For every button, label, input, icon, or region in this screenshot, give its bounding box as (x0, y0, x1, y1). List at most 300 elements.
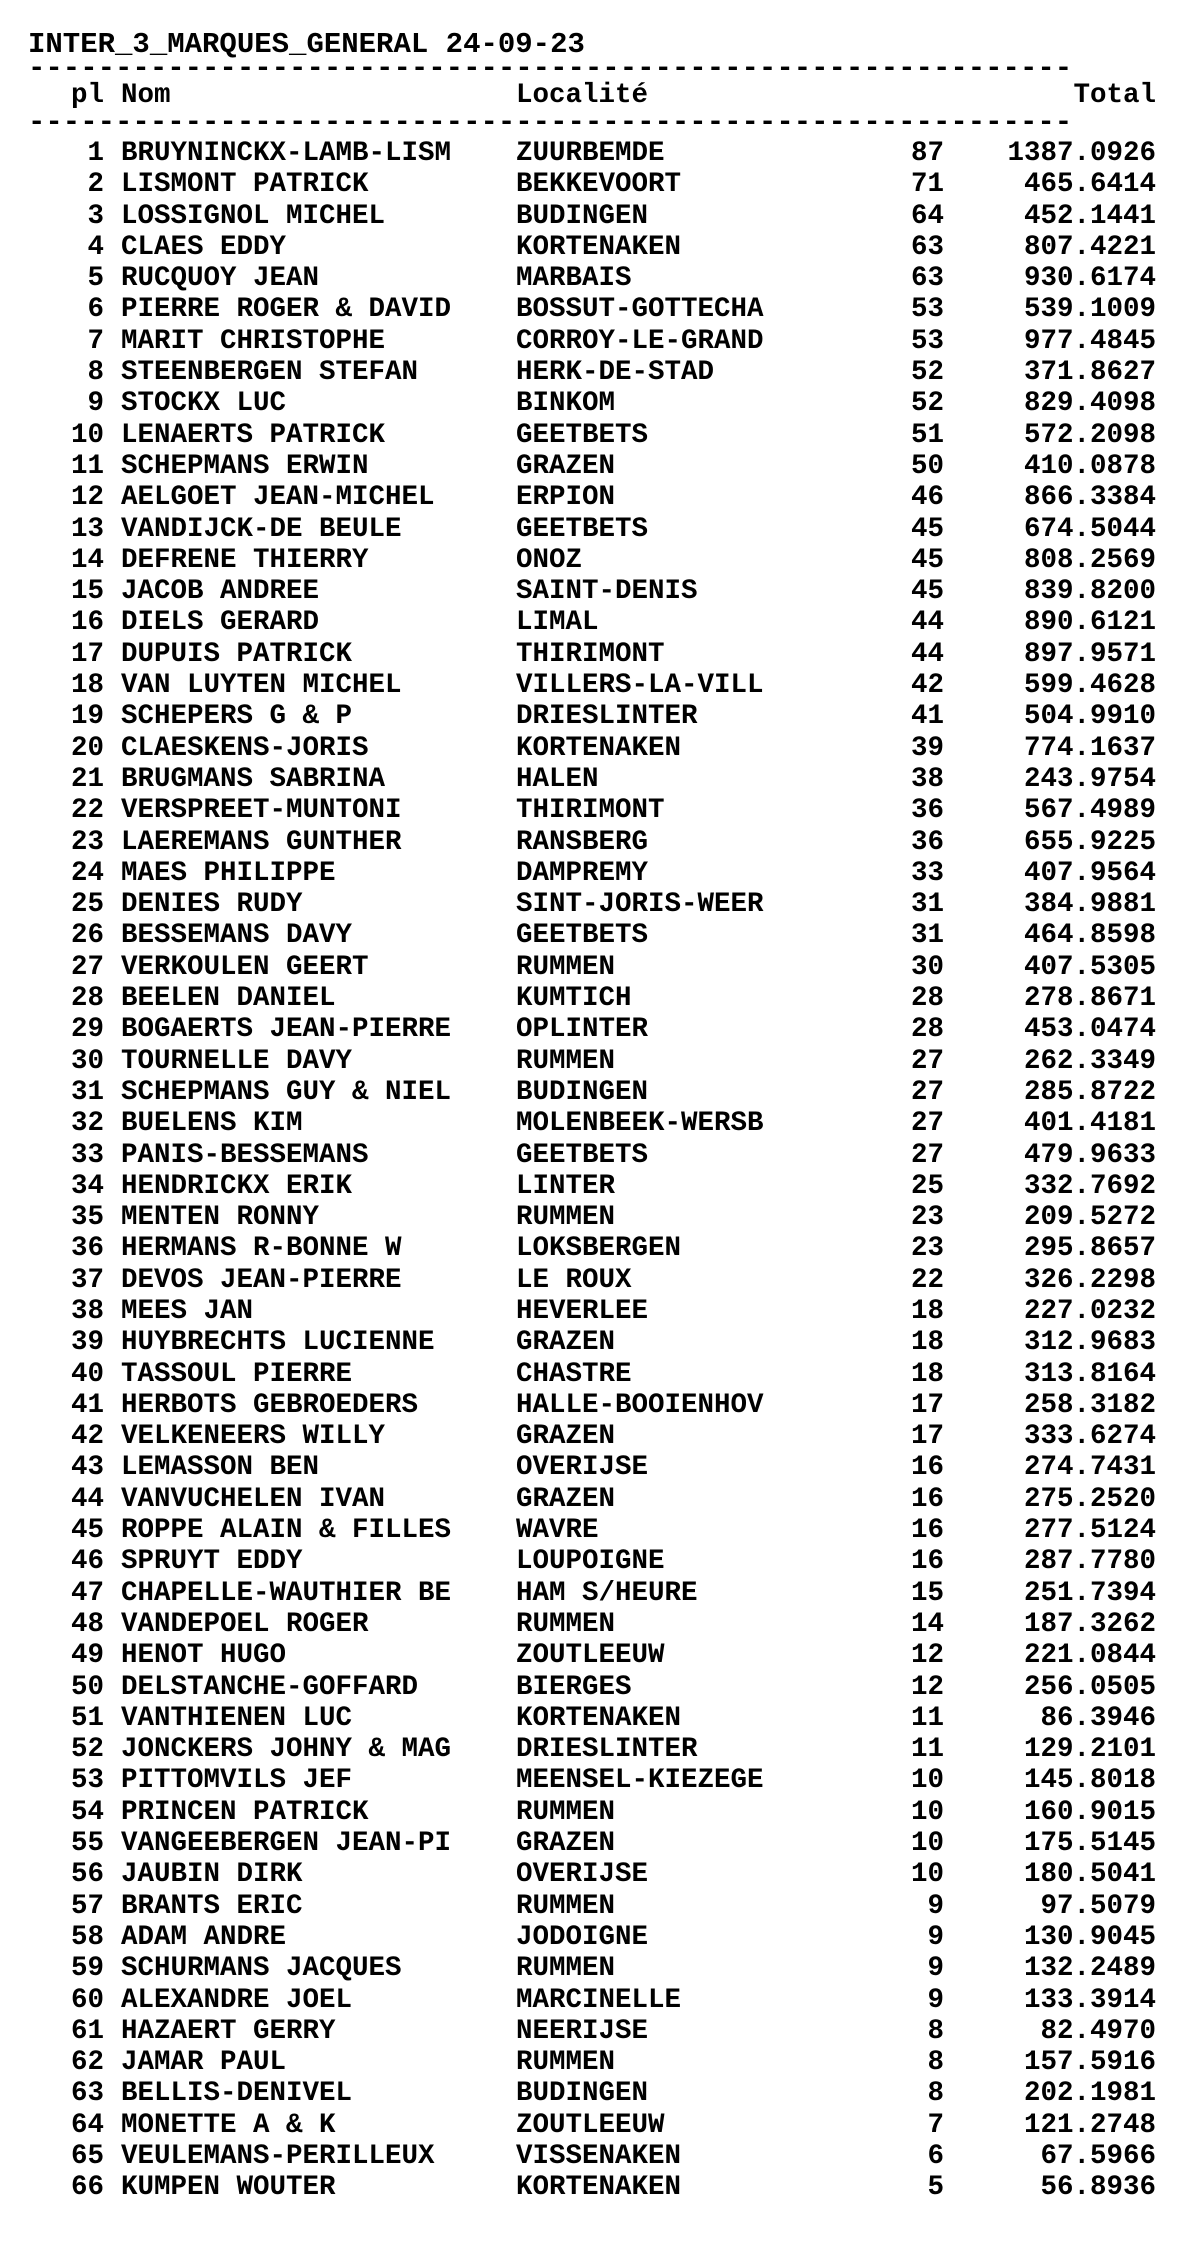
cell-pl: 47 (70, 1577, 104, 1609)
cell-total: 333.6274 (1023, 1421, 1156, 1453)
cell-localite: GRAZEN (516, 450, 616, 482)
cell-nom: BOGAERTS JEAN-PIERRE (121, 1014, 452, 1046)
cell-total: 326.2298 (1023, 1264, 1156, 1296)
cell-count: 8 (927, 2015, 944, 2047)
cell-total: 209.5272 (1023, 1202, 1156, 1234)
cell-pl: 43 (70, 1452, 104, 1484)
table-row (28, 576, 1158, 607)
cell-localite: KUMTICH (516, 983, 632, 1015)
cell-total: 655.9225 (1023, 826, 1156, 858)
cell-localite: RUMMEN (516, 951, 616, 983)
cell-nom: VELKENEERS WILLY (121, 1421, 386, 1453)
cell-total: 145.8018 (1023, 1765, 1156, 1797)
cell-count: 30 (910, 951, 944, 983)
cell-localite: VILLERS-LA-VILL (516, 670, 764, 702)
cell-count: 14 (910, 1608, 944, 1640)
cell-nom: HENDRICKX ERIK (121, 1170, 353, 1202)
cell-pl: 44 (70, 1483, 104, 1515)
cell-pl: 23 (70, 826, 104, 858)
cell-count: 71 (910, 169, 944, 201)
cell-nom: MARIT CHRISTOPHE (121, 325, 386, 357)
cell-count: 87 (910, 138, 944, 169)
cell-count: 23 (910, 1233, 944, 1265)
cell-pl: 40 (70, 1358, 104, 1390)
cell-pl: 53 (70, 1765, 104, 1797)
table-row (28, 388, 1158, 419)
table-row (28, 1609, 1158, 1640)
cell-total: 175.5145 (1023, 1828, 1156, 1860)
cell-count: 17 (910, 1421, 944, 1453)
cell-nom: JAUBIN DIRK (121, 1859, 303, 1891)
cell-total: 121.2748 (1023, 2109, 1156, 2141)
cell-count: 10 (910, 1796, 944, 1828)
cell-total: 277.5124 (1023, 1515, 1156, 1547)
cell-count: 7 (927, 2109, 944, 2141)
cell-localite: GEETBETS (516, 1139, 649, 1171)
cell-localite: HERK-DE-STAD (516, 357, 715, 389)
cell-total: 452.1441 (1023, 200, 1156, 232)
cell-pl: 26 (70, 920, 104, 952)
table-row (28, 2110, 1158, 2141)
table-row (28, 482, 1158, 513)
cell-count: 46 (910, 482, 944, 514)
table-row (28, 1546, 1158, 1577)
cell-nom: HUYBRECHTS LUCIENNE (121, 1327, 435, 1359)
table-row (28, 1953, 1158, 1984)
cell-localite: KORTENAKEN (516, 231, 682, 263)
cell-total: 866.3384 (1023, 482, 1156, 514)
table-row (28, 1859, 1158, 1890)
cell-localite: OVERIJSE (516, 1859, 649, 1891)
table-row (28, 795, 1158, 826)
cell-localite: CHASTRE (516, 1358, 632, 1390)
cell-nom: DEVOS JEAN-PIERRE (121, 1264, 402, 1296)
cell-localite: ZUURBEMDE (516, 138, 665, 169)
cell-nom: HERBOTS GEBROEDERS (121, 1389, 419, 1421)
cell-count: 63 (910, 263, 944, 295)
cell-pl: 50 (70, 1671, 104, 1703)
cell-pl: 61 (70, 2015, 104, 2047)
cell-localite: GEETBETS (516, 920, 649, 952)
cell-pl: 25 (70, 889, 104, 921)
cell-nom: VERKOULEN GEERT (121, 951, 369, 983)
cell-nom: PANIS-BESSEMANS (121, 1139, 369, 1171)
header-total: Total (1073, 80, 1156, 111)
cell-pl: 64 (70, 2109, 104, 2141)
cell-localite: LINTER (516, 1170, 616, 1202)
cell-nom: CLAES EDDY (121, 231, 287, 263)
cell-total: 274.7431 (1023, 1452, 1156, 1484)
cell-count: 53 (910, 325, 944, 357)
table-row (28, 1797, 1158, 1828)
cell-total: 464.8598 (1023, 920, 1156, 952)
cell-localite: MARCINELLE (516, 1984, 682, 2016)
cell-localite: THIRIMONT (516, 638, 665, 670)
cell-total: 285.8722 (1023, 1076, 1156, 1108)
table-row (28, 1452, 1158, 1483)
cell-nom: HAZAERT GERRY (121, 2015, 336, 2047)
cell-localite: RANSBERG (516, 826, 649, 858)
cell-nom: VERSPREET-MUNTONI (121, 795, 402, 827)
cell-count: 6 (927, 2141, 944, 2172)
cell-total: 407.9564 (1023, 857, 1156, 889)
cell-pl: 9 (87, 388, 104, 420)
cell-pl: 5 (87, 263, 104, 295)
cell-localite: RUMMEN (516, 1953, 616, 1985)
table-row (28, 2172, 1158, 2203)
cell-count: 9 (927, 1953, 944, 1985)
cell-count: 45 (910, 544, 944, 576)
cell-count: 51 (910, 419, 944, 451)
cell-localite: ONOZ (516, 544, 583, 576)
cell-nom: BELLIS-DENIVEL (121, 2078, 353, 2110)
table-row (28, 138, 1158, 169)
table-row (28, 451, 1158, 482)
cell-nom: KUMPEN WOUTER (121, 2172, 336, 2204)
cell-total: 774.1637 (1023, 732, 1156, 764)
header-localite: Localité (516, 80, 649, 111)
cell-pl: 66 (70, 2172, 104, 2204)
cell-pl: 22 (70, 795, 104, 827)
cell-nom: SCHEPERS G & P (121, 701, 353, 733)
cell-pl: 56 (70, 1859, 104, 1891)
table-row (28, 201, 1158, 232)
cell-pl: 34 (70, 1170, 104, 1202)
cell-total: 567.4989 (1023, 795, 1156, 827)
cell-localite: MOLENBEEK-WERSB (516, 1108, 764, 1140)
table-row (28, 1828, 1158, 1859)
table-row (28, 1672, 1158, 1703)
cell-localite: RUMMEN (516, 2047, 616, 2079)
cell-count: 50 (910, 450, 944, 482)
cell-count: 10 (910, 1859, 944, 1891)
cell-localite: DAMPREMY (516, 857, 649, 889)
cell-count: 10 (910, 1828, 944, 1860)
cell-nom: JONCKERS JOHNY & MAG (121, 1734, 452, 1766)
cell-count: 42 (910, 670, 944, 702)
cell-nom: HERMANS R-BONNE W (121, 1233, 402, 1265)
cell-localite: KORTENAKEN (516, 732, 682, 764)
cell-total: 160.9015 (1023, 1796, 1156, 1828)
cell-nom: MAES PHILIPPE (121, 857, 336, 889)
table-row (28, 1233, 1158, 1264)
cell-count: 10 (910, 1765, 944, 1797)
cell-pl: 15 (70, 576, 104, 608)
cell-pl: 51 (70, 1702, 104, 1734)
cell-nom: DENIES RUDY (121, 889, 303, 921)
cell-pl: 10 (70, 419, 104, 451)
table-row (28, 1077, 1158, 1108)
cell-nom: BUELENS KIM (121, 1108, 303, 1140)
cell-count: 23 (910, 1202, 944, 1234)
cell-nom: BRANTS ERIC (121, 1890, 303, 1922)
cell-pl: 59 (70, 1953, 104, 1985)
cell-count: 9 (927, 1890, 944, 1922)
cell-localite: HALLE-BOOIENHOV (516, 1389, 764, 1421)
cell-total: 371.8627 (1023, 357, 1156, 389)
cell-localite: VISSENAKEN (516, 2141, 682, 2172)
cell-total: 453.0474 (1023, 1014, 1156, 1046)
cell-pl: 39 (70, 1327, 104, 1359)
table-row (28, 607, 1158, 638)
cell-pl: 42 (70, 1421, 104, 1453)
cell-localite: DRIESLINTER (516, 1734, 698, 1766)
cell-count: 17 (910, 1389, 944, 1421)
cell-nom: TOURNELLE DAVY (121, 1045, 353, 1077)
cell-pl: 48 (70, 1608, 104, 1640)
table-row (28, 1014, 1158, 1045)
cell-count: 33 (910, 857, 944, 889)
cell-localite: KORTENAKEN (516, 1702, 682, 1734)
cell-pl: 7 (87, 325, 104, 357)
cell-nom: TASSOUL PIERRE (121, 1358, 353, 1390)
cell-nom: SCHURMANS JACQUES (121, 1953, 402, 1985)
table-header (28, 76, 1158, 116)
cell-total: 504.9910 (1023, 701, 1156, 733)
cell-count: 31 (910, 889, 944, 921)
cell-count: 28 (910, 1014, 944, 1046)
cell-localite: GEETBETS (516, 419, 649, 451)
cell-nom: VEULEMANS-PERILLEUX (121, 2141, 435, 2172)
cell-pl: 49 (70, 1640, 104, 1672)
cell-localite: CORROY-LE-GRAND (516, 325, 764, 357)
cell-localite: KORTENAKEN (516, 2172, 682, 2204)
cell-total: 251.7394 (1023, 1577, 1156, 1609)
cell-pl: 41 (70, 1389, 104, 1421)
cell-pl: 28 (70, 983, 104, 1015)
cell-pl: 63 (70, 2078, 104, 2110)
cell-count: 45 (910, 513, 944, 545)
cell-pl: 24 (70, 857, 104, 889)
cell-total: 313.8164 (1023, 1358, 1156, 1390)
cell-nom: SCHEPMANS ERWIN (121, 450, 369, 482)
cell-nom: ALEXANDRE JOEL (121, 1984, 353, 2016)
cell-total: 829.4098 (1023, 388, 1156, 420)
cell-total: 539.1009 (1023, 294, 1156, 326)
table-row (28, 827, 1158, 858)
cell-count: 64 (910, 200, 944, 232)
table-row (28, 263, 1158, 294)
cell-total: 808.2569 (1023, 544, 1156, 576)
cell-localite: JODOIGNE (516, 1921, 649, 1953)
table-row (28, 1484, 1158, 1515)
header-pl: pl (70, 80, 104, 111)
table-row (28, 1765, 1158, 1796)
cell-nom: LEMASSON BEN (121, 1452, 320, 1484)
table-row (28, 1515, 1158, 1546)
cell-localite: LOUPOIGNE (516, 1546, 665, 1578)
cell-count: 9 (927, 1921, 944, 1953)
table-row (28, 294, 1158, 325)
table-row (28, 764, 1158, 795)
cell-localite: HEVERLEE (516, 1295, 649, 1327)
cell-count: 39 (910, 732, 944, 764)
cell-localite: RUMMEN (516, 1890, 616, 1922)
cell-localite: GEETBETS (516, 513, 649, 545)
cell-localite: LIMAL (516, 607, 599, 639)
cell-total: 56.8936 (1040, 2172, 1156, 2204)
table-row (28, 1390, 1158, 1421)
cell-localite: BOSSUT-GOTTECHA (516, 294, 764, 326)
cell-count: 8 (927, 2047, 944, 2079)
cell-total: 129.2101 (1023, 1734, 1156, 1766)
table-row (28, 2047, 1158, 2078)
results-report (28, 28, 1158, 2204)
cell-localite: BUDINGEN (516, 200, 649, 232)
cell-pl: 35 (70, 1202, 104, 1234)
cell-pl: 54 (70, 1796, 104, 1828)
cell-localite: OPLINTER (516, 1014, 649, 1046)
cell-count: 12 (910, 1671, 944, 1703)
cell-pl: 13 (70, 513, 104, 545)
table-row (28, 983, 1158, 1014)
cell-pl: 21 (70, 763, 104, 795)
cell-pl: 30 (70, 1045, 104, 1077)
cell-count: 16 (910, 1483, 944, 1515)
cell-localite: GRAZEN (516, 1421, 616, 1453)
cell-count: 27 (910, 1076, 944, 1108)
table-row (28, 1734, 1158, 1765)
cell-nom: ADAM ANDRE (121, 1921, 287, 1953)
table-row (28, 420, 1158, 451)
cell-nom: STEENBERGEN STEFAN (121, 357, 419, 389)
cell-nom: SPRUYT EDDY (121, 1546, 303, 1578)
cell-total: 674.5044 (1023, 513, 1156, 545)
cell-count: 8 (927, 2078, 944, 2110)
cell-localite: SAINT-DENIS (516, 576, 698, 608)
cell-pl: 3 (87, 200, 104, 232)
cell-localite: SINT-JORIS-WEER (516, 889, 764, 921)
cell-nom: VANDIJCK-DE BEULE (121, 513, 402, 545)
cell-total: 275.2520 (1023, 1483, 1156, 1515)
cell-total: 312.9683 (1023, 1327, 1156, 1359)
cell-total: 221.0844 (1023, 1640, 1156, 1672)
table-row (28, 232, 1158, 263)
cell-pl: 55 (70, 1828, 104, 1860)
cell-localite: BUDINGEN (516, 1076, 649, 1108)
report-title: INTER_3_MARQUES_GENERAL 24-09-23 (28, 28, 585, 61)
cell-nom: CHAPELLE-WAUTHIER BE (121, 1577, 452, 1609)
separator-top: ------------------------------------------------------------ (28, 52, 1073, 85)
cell-count: 52 (910, 357, 944, 389)
cell-pl: 16 (70, 607, 104, 639)
cell-count: 53 (910, 294, 944, 326)
cell-localite: RUMMEN (516, 1202, 616, 1234)
table-row (28, 1922, 1158, 1953)
cell-pl: 36 (70, 1233, 104, 1265)
cell-total: 67.5966 (1040, 2141, 1156, 2172)
cell-count: 45 (910, 576, 944, 608)
cell-pl: 17 (70, 638, 104, 670)
cell-total: 256.0505 (1023, 1671, 1156, 1703)
cell-localite: BINKOM (516, 388, 616, 420)
table-row (28, 1140, 1158, 1171)
table-row (28, 545, 1158, 576)
cell-total: 897.9571 (1023, 638, 1156, 670)
cell-total: 258.3182 (1023, 1389, 1156, 1421)
cell-localite: HAM S/HEURE (516, 1577, 698, 1609)
cell-localite: THIRIMONT (516, 795, 665, 827)
table-row (28, 1703, 1158, 1734)
cell-count: 11 (910, 1702, 944, 1734)
cell-nom: BEELEN DANIEL (121, 983, 336, 1015)
cell-localite: LE ROUX (516, 1264, 632, 1296)
table-row (28, 1421, 1158, 1452)
cell-total: 133.3914 (1023, 1984, 1156, 2016)
cell-nom: DIELS GERARD (121, 607, 320, 639)
cell-nom: DUPUIS PATRICK (121, 638, 353, 670)
cell-count: 31 (910, 920, 944, 952)
cell-nom: DEFRENE THIERRY (121, 544, 369, 576)
cell-nom: PRINCEN PATRICK (121, 1796, 369, 1828)
cell-pl: 11 (70, 450, 104, 482)
cell-localite: GRAZEN (516, 1483, 616, 1515)
cell-count: 36 (910, 795, 944, 827)
cell-nom: CLAESKENS-JORIS (121, 732, 369, 764)
cell-localite: NEERIJSE (516, 2015, 649, 2047)
table-row (28, 952, 1158, 983)
cell-total: 479.9633 (1023, 1139, 1156, 1171)
cell-pl: 62 (70, 2047, 104, 2079)
cell-nom: SCHEPMANS GUY & NIEL (121, 1076, 452, 1108)
table-row (28, 1640, 1158, 1671)
cell-pl: 57 (70, 1890, 104, 1922)
separator-header: ------------------------------------------------------------ (28, 106, 1073, 139)
cell-total: 977.4845 (1023, 325, 1156, 357)
table-row (28, 920, 1158, 951)
cell-nom: HENOT HUGO (121, 1640, 287, 1672)
cell-localite: BEKKEVOORT (516, 169, 682, 201)
table-row (28, 514, 1158, 545)
cell-nom: BRUYNINCKX-LAMB-LISM (121, 138, 452, 169)
cell-count: 16 (910, 1452, 944, 1484)
cell-nom: VAN LUYTEN MICHEL (121, 670, 402, 702)
cell-pl: 45 (70, 1515, 104, 1547)
cell-pl: 65 (70, 2141, 104, 2172)
cell-count: 11 (910, 1734, 944, 1766)
cell-nom: AELGOET JEAN-MICHEL (121, 482, 435, 514)
table-row (28, 670, 1158, 701)
cell-localite: RUMMEN (516, 1608, 616, 1640)
cell-nom: VANVUCHELEN IVAN (121, 1483, 386, 1515)
cell-localite: MEENSEL-KIEZEGE (516, 1765, 764, 1797)
cell-total: 180.5041 (1023, 1859, 1156, 1891)
cell-total: 890.6121 (1023, 607, 1156, 639)
cell-localite: HALEN (516, 763, 599, 795)
cell-nom: LAEREMANS GUNTHER (121, 826, 402, 858)
cell-count: 18 (910, 1358, 944, 1390)
cell-nom: VANGEEBERGEN JEAN-PI (121, 1828, 452, 1860)
cell-nom: VANTHIENEN LUC (121, 1702, 353, 1734)
cell-total: 132.2489 (1023, 1953, 1156, 1985)
cell-count: 41 (910, 701, 944, 733)
table-row (28, 858, 1158, 889)
cell-total: 332.7692 (1023, 1170, 1156, 1202)
cell-localite: ZOUTLEEUW (516, 1640, 665, 1672)
cell-total: 410.0878 (1023, 450, 1156, 482)
table-row (28, 2141, 1158, 2172)
cell-localite: MARBAIS (516, 263, 632, 295)
cell-pl: 31 (70, 1076, 104, 1108)
cell-total: 278.8671 (1023, 983, 1156, 1015)
table-row (28, 1985, 1158, 2016)
cell-count: 16 (910, 1546, 944, 1578)
cell-pl: 14 (70, 544, 104, 576)
cell-localite: BUDINGEN (516, 2078, 649, 2110)
cell-total: 243.9754 (1023, 763, 1156, 795)
table-row (28, 1265, 1158, 1296)
cell-total: 930.6174 (1023, 263, 1156, 295)
